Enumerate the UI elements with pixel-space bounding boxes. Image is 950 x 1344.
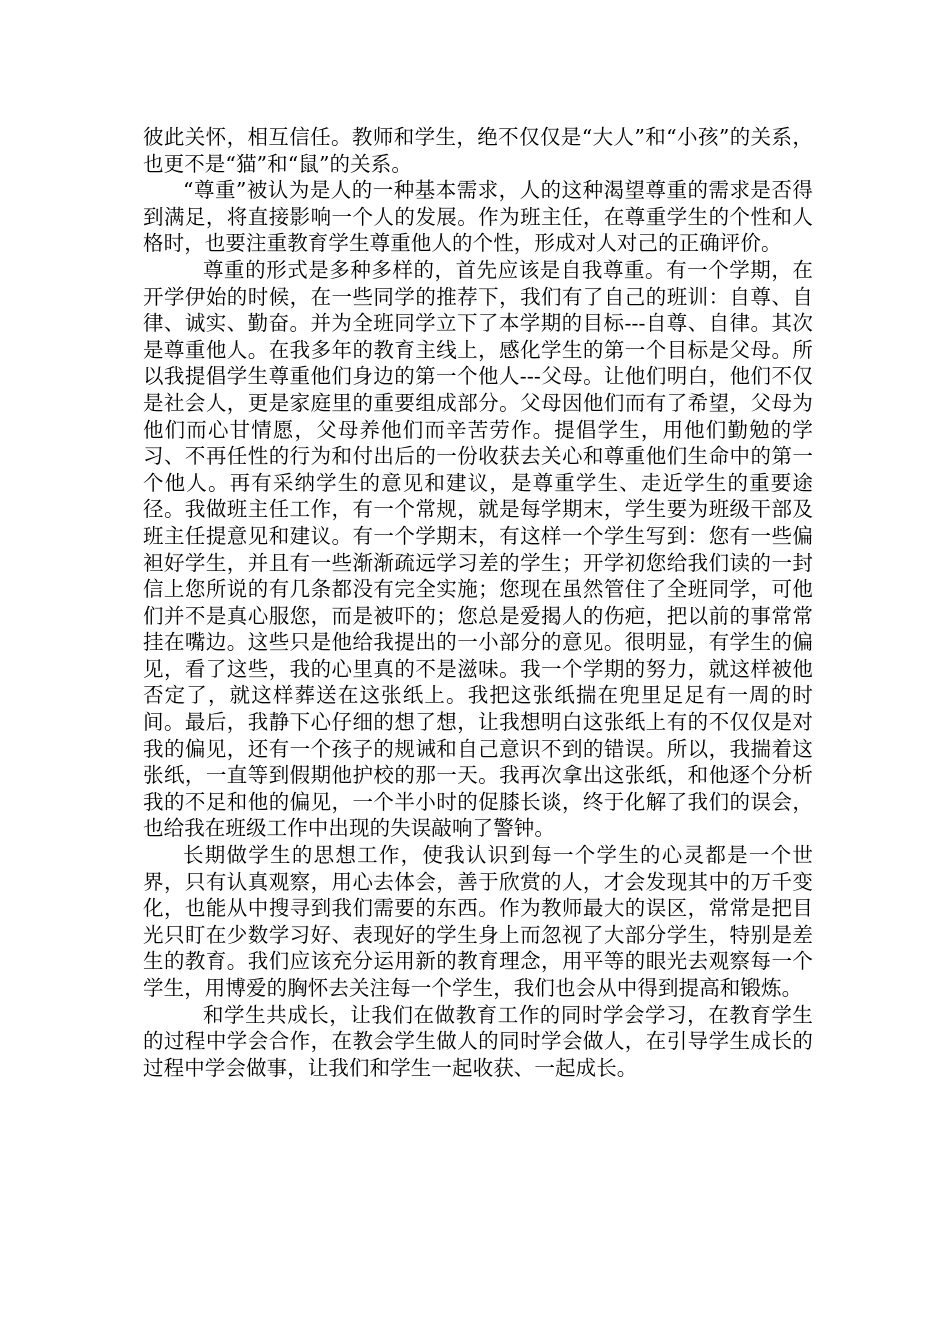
paragraph-2: “尊重”被认为是人的一种基本需求，人的这种渴望尊重的需求是否得到满足，将直接影响一个人的发展。作为班主任，在尊重学生的个性和人格时，也要注重教育学生尊重他人的个性，形成对人对己的正确评价。	[143, 178, 813, 256]
paragraph-5: 和学生共成长，让我们在做教育工作的同时学会学习，在教育学生的过程中学会合作，在教会学生做人的同时学会做人，在引导学生成长的过程中学会做事，让我们和学生一起收获、一起成长。	[143, 1002, 813, 1080]
paragraph-1: 彼此关怀，相互信任。教师和学生，绝不仅仅是“大人”和“小孩”的关系，也更不是“猫”和“鼠”的关系。	[143, 125, 813, 176]
document-body	[143, 124, 813, 1081]
paragraph-4: 长期做学生的思想工作，使我认识到每一个学生的心灵都是一个世界，只有认真观察，用心去体会，善于欣赏的人，才会发现其中的万千变化，也能从中搜寻到我们需要的东西。作为教师最大的误区，常常是把目光只盯在少数学习好、表现好的学生身上而忽视了大部分学生，特别是差生的教育。我们应该充分运用新的教育理念，用平等的眼光去观察每一个学生，用博爱的胸怀去关注每一个学生，我们也会从中得到提高和锻炼。	[143, 843, 813, 1000]
paragraph-3: 尊重的形式是多种多样的，首先应该是自我尊重。有一个学期，在开学伊始的时候，在一些同学的推荐下，我们有了自己的班训：自尊、自律、诚实、勤奋。并为全班同学立下了本学期的目标---自尊、自律。其次是尊重他人。在我多年的教育主线上，感化学生的第一个目标是父母。所以我提倡学生尊重他们身边的第一个他人---父母。让他们明白，他们不仅是社会人，更是家庭里的重要组成部分。父母因他们而有了希望，父母为他们而心甘情愿，父母养他们而辛苦劳作。提倡学生，用他们勤勉的学习、不再任性的行为和付出后的一份收获去关心和尊重他们生命中的第一个他人。再有采纳学生的意见和建议，是尊重学生、走近学生的重要途径。我做班主任工作，有一个常规，就是每学期末，学生要为班级干部及班主任提意见和建议。有一个学期末，有这样一个学生写到：您有一些偏袒好学生，并且有一些渐渐疏远学习差的学生；开学初您给我们读的一封信上您所说的有几条都没有完全实施；您现在虽然管住了全班同学，可他们并不是真心服您，而是被吓的；您总是爱揭人的伤疤，把以前的事常常挂在嘴边。这些只是他给我提出的一小部分的意见。很明显，有学生的偏见，看了这些，我的心里真的不是滋味。我一个学期的努力，就这样被他否定了，就这样葬送在这张纸上。我把这张纸揣在兜里足足有一周的时间。最后，我静下心仔细的想了想，让我想明白这张纸上有的不仅仅是对我的偏见，还有一个孩子的规诫和自己意识不到的错误。所以，我揣着这张纸，一直等到假期他护校的那一天。我再次拿出这张纸，和他逐个分析我的不足和他的偏见，一个半小时的促膝长谈，终于化解了我们的误会，也给我在班级工作中出现的失误敲响了警钟。	[143, 257, 813, 841]
